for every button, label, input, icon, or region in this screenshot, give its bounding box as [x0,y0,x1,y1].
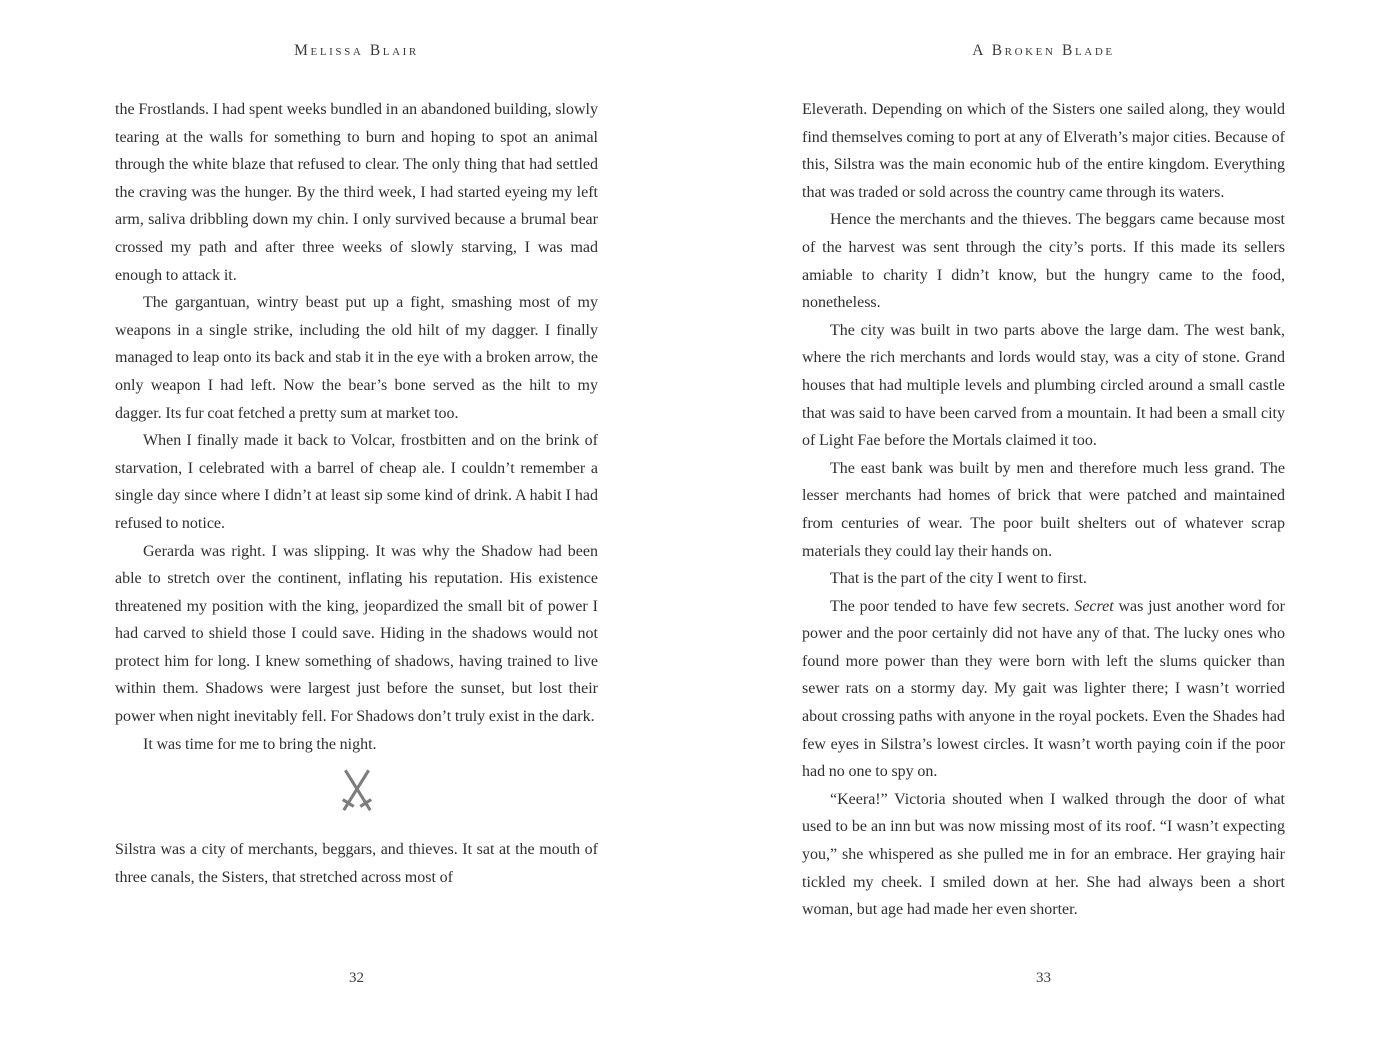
page-right [802,0,1285,1050]
paragraph: The east bank was built by men and therefore much less grand. The lesser merchants had homes of brick that were patched and maintained from centuries of wear. The poor built shelters out of whatever scrap materials they could lay their hands on. [802,459,1285,560]
paragraph-text: The poor tended to have few secrets. [830,597,1075,615]
page-number-left: 32 [349,970,364,986]
paragraph: the Frostlands. I had spent weeks bundled in an abandoned building, slowly tearing at the walls for something to burn and hoping to spot an animal through the white blaze that refused to clear. The only thing that had settled the craving was the hunger. By the third week, I had started eyeing my left arm, saliva dribbling down my chin. I only survived because a brumal bear crossed my path and after three weeks of slowly starving, I was mad enough to attack it. [115,101,598,284]
running-header-title: A Broken Blade [972,42,1115,59]
running-header-author: Melissa Blair [294,42,419,59]
paragraph: Silstra was a city of merchants, beggars, and thieves. It sat at the mouth of three canals, the Sisters, that stretched across most of [115,841,598,886]
paragraph: Eleverath. Depending on which of the Sisters one sailed along, they would find themselves coming to port at any of Elverath’s major cities. Because of this, Silstra was the main economic hub of the entire kingdom. Everything that was traded or sold across the country came through its waters. [802,101,1285,201]
paragraph [802,593,1285,786]
paragraph: It was time for me to bring the night. [143,735,377,753]
paragraph: When I finally made it back to Volcar, frostbitten and on the brink of starvation, I celebrated with a barrel of cheap ale. I couldn’t remember a single day since where I didn’t at least sip some kind of drink. A habit I had refused to notice. [115,432,598,532]
paragraph: The gargantuan, wintry beast put up a fight, smashing most of my weapons in a single strike, including the old hilt of my dagger. I finally managed to leap onto its back and stab it in the eye with a broken arrow, the only weapon I had left. Now the bear’s bone served as the hilt to my dagger. Its fur coat fetched a pretty sum at market too. [115,294,598,422]
crossed-swords-icon [334,767,380,821]
paragraph: Gerarda was right. I was slipping. It was why the Shadow had been able to stretch over the continent, inflating his reputation. His existence threatened my position with the king, jeopardized the small bit of power I had carved to shield those I could save. Hiding in the shadows would not protect him for long. I knew something of shadows, having trained to live within them. Shadows were largest just before the sunset, but lost their power when night inevitably fell. For Shadows don’t truly exist in the dark. [115,542,598,726]
scene-break [115,758,598,836]
page-right-body [802,96,1285,924]
paragraph: That is the part of the city I went to first. [830,570,1087,588]
paragraph-text: was just another word for power and the poor certainly did not have any of that. The lucky ones who found more power than they were born with left the slums quicker than sewer rats on a stormy day. My gait was lighter there; I wasn’t worried about crossing paths with anyone in the royal pockets. Even the Shades had few eyes in Silstra’s lowest circles. It wasn’t worth paying coin if the poor had no one to spy on. [802,597,1285,781]
paragraph: The city was built in two parts above the large dam. The west bank, where the rich merchants and lords would stay, was a city of stone. Grand houses that had multiple levels and plumbing circled around a small castle that was said to have been carved from a mountain. It had been a small city of Light Fae before the Mortals claimed it too. [802,321,1285,450]
page-left [115,0,598,1050]
paragraph: “Keera!” Victoria shouted when I walked through the door of what used to be an inn but was now missing most of its roof. “I wasn’t expecting you,” she whispered as she pulled me in for an embrace. Her graying hair tickled my cheek. I smiled down at her. She had always been a short woman, but age had made her even shorter. [802,790,1285,919]
page-number-right: 33 [1036,970,1051,986]
page-left-body [115,96,598,891]
paragraph: Hence the merchants and the thieves. The beggars came because most of the harvest was sent through the city’s ports. If this made its sellers amiable to charity I didn’t know, but the hungry came to the food, nonetheless. [802,211,1285,312]
italic-word: Secret [1074,597,1114,615]
